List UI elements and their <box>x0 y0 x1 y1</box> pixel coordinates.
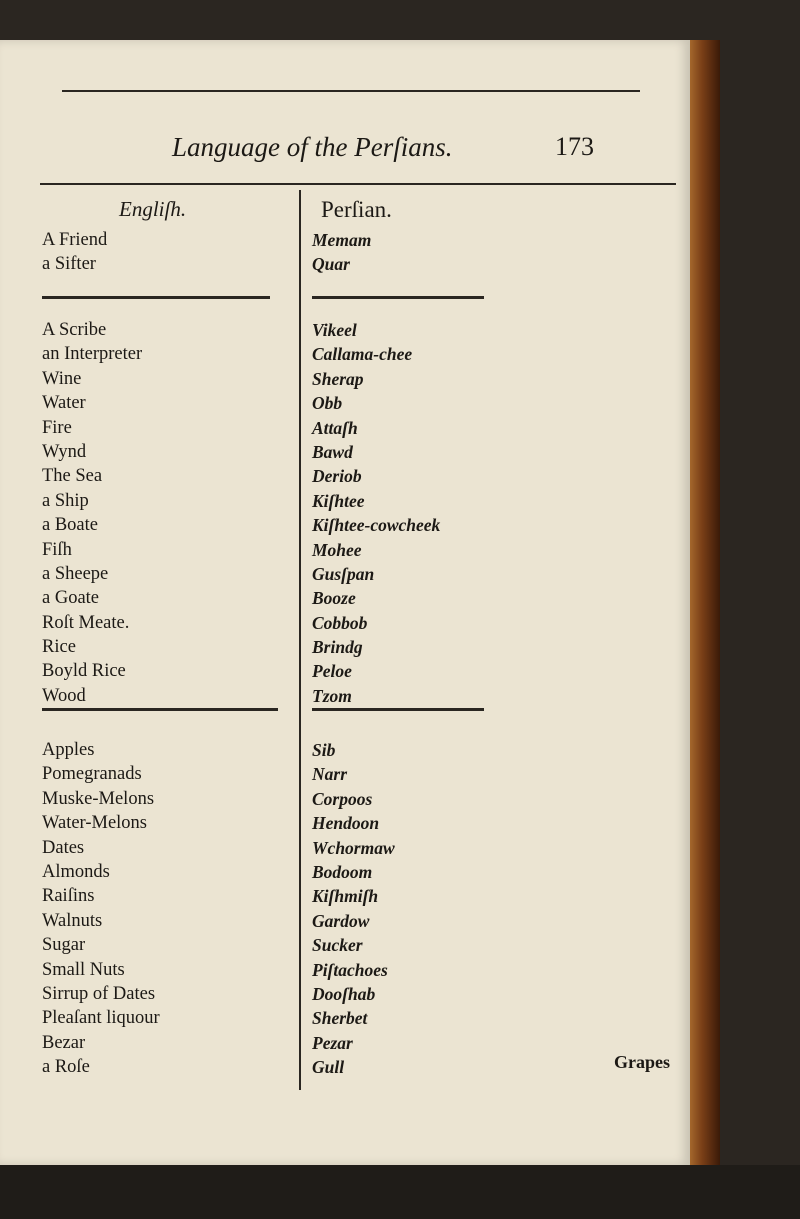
list-item: Gardow <box>312 910 370 931</box>
list-item: a Roſe <box>42 1057 90 1078</box>
list-item: Brindg <box>312 637 363 658</box>
list-item: Quar <box>312 254 350 275</box>
list-item: Almonds <box>42 861 110 882</box>
list-item: Small Nuts <box>42 959 125 980</box>
group-rule <box>42 296 270 299</box>
list-item: Raiſins <box>42 886 95 907</box>
list-item: Obb <box>312 393 343 414</box>
list-item: Fiſh <box>42 539 72 560</box>
list-item: Sherap <box>312 368 364 389</box>
list-item: Fire <box>42 417 72 438</box>
page-edge <box>690 40 720 1165</box>
list-item: Peloe <box>312 661 352 682</box>
list-item: Bezar <box>42 1032 86 1053</box>
list-item: Kiſhtee <box>312 490 365 511</box>
running-title: Language of the Perſians. <box>172 132 453 162</box>
list-item: Bawd <box>312 441 353 462</box>
list-item: Vikeel <box>312 320 357 340</box>
catchword: Grapes <box>614 1052 670 1072</box>
list-item: Mohee <box>312 539 362 560</box>
list-item: a Boate <box>42 515 98 536</box>
persian-group-2 <box>312 318 440 708</box>
list-item: an Interpreter <box>42 344 143 365</box>
english-group-2 <box>42 318 142 708</box>
list-item: Hendoon <box>312 813 380 834</box>
list-item: Walnuts <box>42 910 103 931</box>
list-item: Dates <box>42 837 85 858</box>
list-item: Sucker <box>312 935 363 956</box>
list-item: Wchormaw <box>312 837 395 858</box>
group-rule <box>312 296 484 299</box>
group-rule <box>42 708 278 711</box>
list-item: A Scribe <box>42 320 107 340</box>
list-item: Pomegranads <box>42 764 142 785</box>
list-item: Corpoos <box>312 788 373 809</box>
list-item: Boyld Rice <box>42 661 126 682</box>
list-item: Gull <box>312 1057 345 1078</box>
list-item: Apples <box>42 740 95 760</box>
list-item: Attaſh <box>312 417 358 438</box>
list-item: a Goate <box>42 588 100 609</box>
list-item: Booze <box>312 588 356 609</box>
english-group-3 <box>42 738 160 1079</box>
list-item: Wine <box>42 368 82 389</box>
list-item: Narr <box>312 764 348 785</box>
english-group-1 <box>42 228 107 277</box>
top-rule <box>62 90 640 92</box>
list-item: Sirrup of Dates <box>42 983 156 1004</box>
list-item: Cobbob <box>312 612 368 633</box>
list-item: Water <box>42 393 86 414</box>
list-item: Memam <box>312 230 372 250</box>
list-item: Deriob <box>312 466 362 487</box>
list-item: The Sea <box>42 466 103 487</box>
list-item: Kiſhmiſh <box>312 886 379 907</box>
group-rule <box>312 708 484 711</box>
bottom-shadow <box>0 1165 800 1219</box>
page-number: 173 <box>555 132 594 161</box>
list-item: Sugar <box>42 935 86 956</box>
persian-column-heading: Perſian. <box>321 197 392 222</box>
list-item: Kiſhtee-cowcheek <box>312 515 441 536</box>
list-item: Wood <box>42 685 86 706</box>
list-item: Piſtachoes <box>312 959 388 980</box>
list-item: Bodoom <box>312 861 373 882</box>
list-item: Gusſpan <box>312 563 375 584</box>
list-item: Sherbet <box>312 1008 368 1029</box>
english-column-heading: Engliſh. <box>119 197 187 221</box>
list-item: a Sifter <box>42 254 96 275</box>
list-item: Sib <box>312 740 336 760</box>
list-item: Wynd <box>42 441 87 462</box>
persian-group-3 <box>312 738 395 1079</box>
list-item: a Ship <box>42 490 89 511</box>
list-item: a Sheepe <box>42 563 109 584</box>
list-item: Rice <box>42 637 76 658</box>
header-rule <box>40 183 676 185</box>
list-item: Pezar <box>312 1032 353 1053</box>
column-divider <box>299 190 301 1090</box>
list-item: Dooſhab <box>312 983 376 1004</box>
list-item: Roſt Meate. <box>42 612 130 633</box>
persian-group-1 <box>312 228 371 277</box>
list-item: Pleaſant liquour <box>42 1008 160 1029</box>
list-item: Callama-chee <box>312 344 413 365</box>
list-item: Muske-Melons <box>42 788 155 809</box>
list-item: A Friend <box>42 230 108 250</box>
list-item: Water-Melons <box>42 813 147 834</box>
list-item: Tzom <box>312 685 352 706</box>
